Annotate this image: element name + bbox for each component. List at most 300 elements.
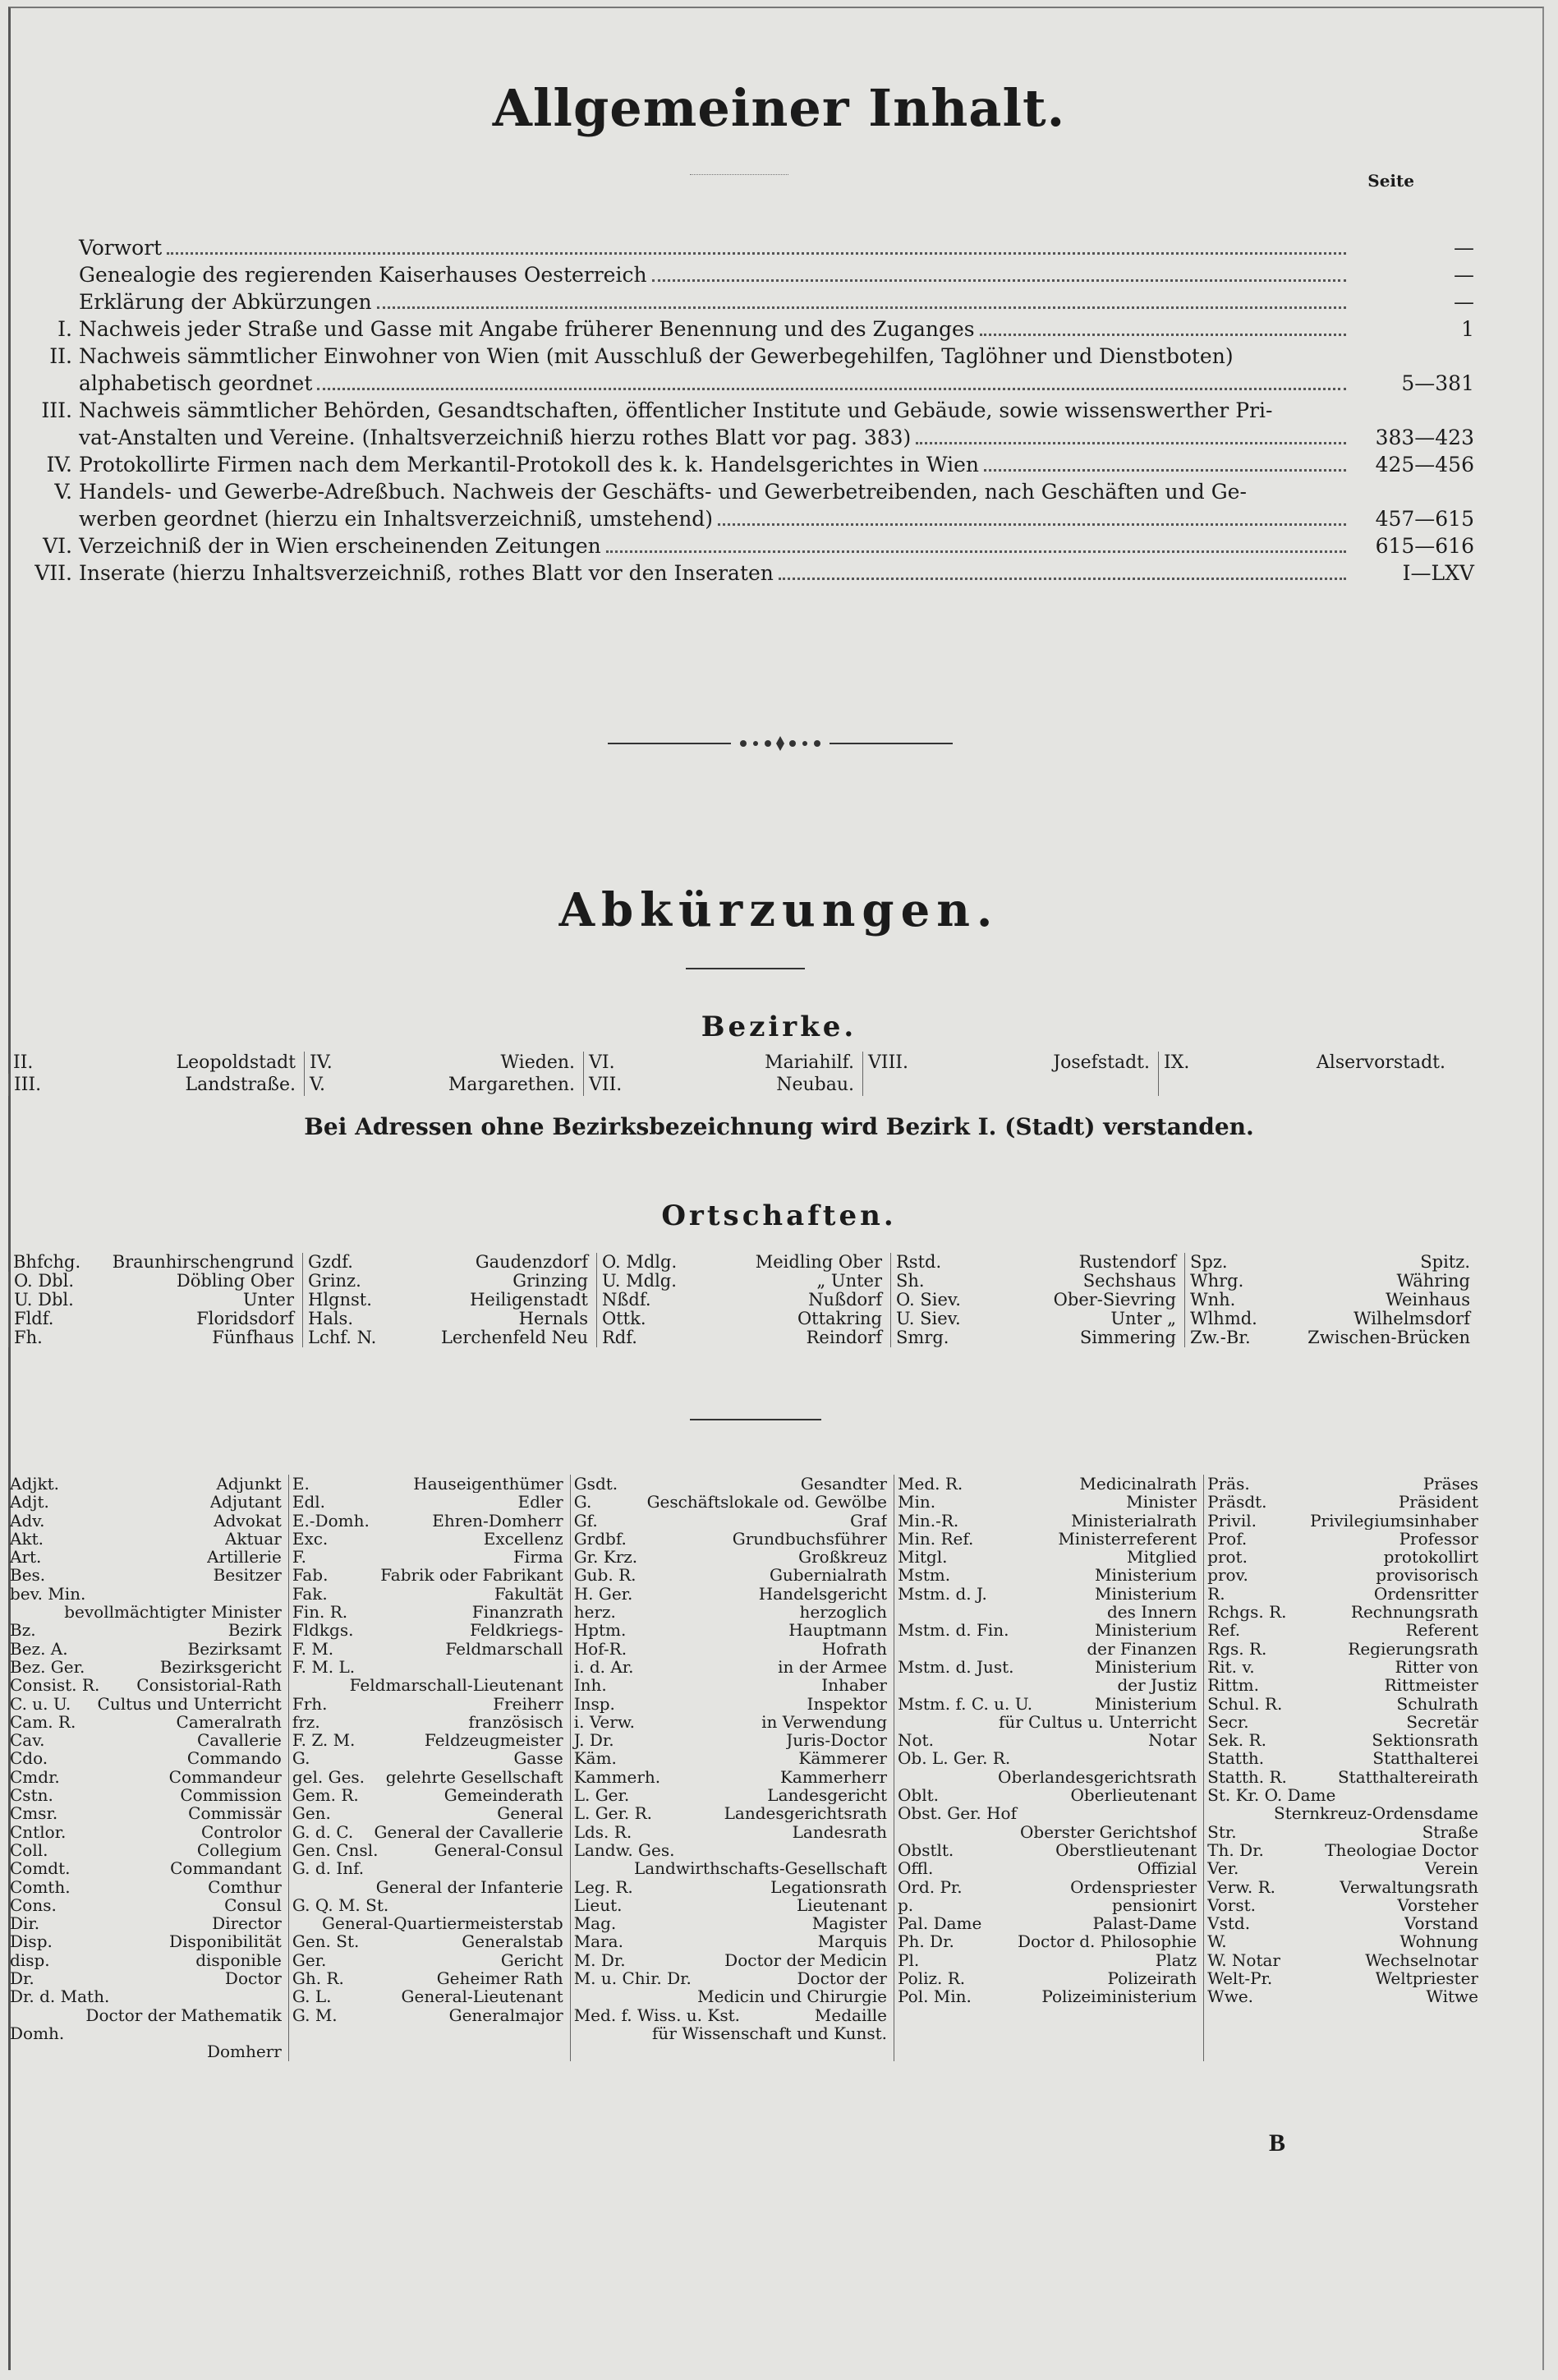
bezirk-entry <box>304 1052 583 1074</box>
abbreviation-meaning: Cavallerie <box>196 1731 282 1750</box>
abbreviation-meaning: Geheimer Rath <box>436 1969 563 1988</box>
abbreviation-meaning: Doctor <box>224 1969 282 1988</box>
abbreviation-meaning: Lieutenant <box>797 1895 887 1915</box>
abbreviation-key: Disp. <box>10 1931 53 1952</box>
abbreviation-key: Cav. <box>10 1730 45 1751</box>
ortschaft-abbr: Wlhmd. <box>1190 1309 1257 1328</box>
abbreviation-key: G. <box>292 1748 310 1769</box>
abbreviation-row <box>292 1658 570 1676</box>
ortschaft-name: Weinhaus <box>1386 1290 1470 1310</box>
toc-entry <box>16 315 1474 343</box>
bezirk-name: Margarethen. <box>448 1075 575 1095</box>
abbreviation-key: Cam. R. <box>10 1711 76 1732</box>
abbreviation-key: Bes. <box>10 1565 46 1586</box>
ortschaft-abbr: Hals. <box>308 1309 354 1328</box>
abbreviation-key: Th. Dr. <box>1207 1839 1264 1860</box>
ortschaft-abbr: U. Dbl. <box>14 1290 74 1310</box>
abbreviation-key: Rgs. R. <box>1207 1638 1267 1659</box>
abbreviation-row <box>574 1731 894 1749</box>
abbreviation-meaning: Handelsgericht <box>758 1584 887 1604</box>
abbreviation-meaning: Geschäftslokale od. Gewölbe <box>646 1493 887 1512</box>
abbreviation-meaning: pensionirt <box>1112 1895 1197 1915</box>
abbreviation-row <box>1207 1768 1485 1786</box>
abbreviation-key: Fab. <box>292 1565 329 1586</box>
abbreviation-meaning: Oberlandesgerichtsrath <box>998 1767 1197 1787</box>
abbreviation-meaning: Graf <box>850 1511 887 1530</box>
abbreviation-key: Coll. <box>10 1839 48 1860</box>
abbreviation-meaning: Grundbuchsführer <box>732 1529 887 1549</box>
abbreviation-key: M. u. Chir. Dr. <box>573 1968 692 1989</box>
ortschaft-entry <box>302 1272 596 1291</box>
ortschaft-entry <box>890 1253 1184 1272</box>
abbreviation-row <box>10 1548 288 1566</box>
abbreviation-row <box>10 1493 288 1511</box>
abbreviation-meaning: Commandant <box>170 1859 282 1878</box>
abbreviation-meaning: Doctor der <box>797 1969 887 1988</box>
abbreviation-row <box>1207 1548 1485 1566</box>
bezirk-name: Wieden. <box>500 1052 575 1073</box>
abbreviation-key: Welt-Pr. <box>1207 1968 1273 1989</box>
bezirk-number: IV. <box>310 1052 333 1073</box>
toc-page: — <box>1454 290 1474 314</box>
ortschaft-abbr: O. Dbl. <box>14 1271 75 1291</box>
abbreviation-key: disp. <box>10 1950 50 1970</box>
abbreviation-row <box>898 1603 1203 1621</box>
abbreviation-key: Prof. <box>1207 1528 1248 1549</box>
abbreviation-key: Cntlor. <box>10 1821 67 1842</box>
abbreviation-meaning: Ministerreferent <box>1058 1529 1197 1549</box>
bezirk-number: II. <box>13 1052 34 1073</box>
abbreviation-key: Ger. <box>292 1950 327 1970</box>
abbreviation-meaning: gelehrte Gesellschaft <box>385 1767 563 1787</box>
abbreviation-key: i. Verw. <box>573 1711 635 1732</box>
abbreviation-row <box>10 1878 288 1896</box>
ortschaft-name: Simmering <box>1079 1328 1176 1347</box>
abbreviation-key: Adv. <box>10 1510 45 1531</box>
toc-text <box>79 397 1351 424</box>
ortschaft-entry <box>596 1328 890 1347</box>
abbreviation-meaning: Weltpriester <box>1375 1969 1478 1988</box>
toc-page: 383—423 <box>1375 426 1474 449</box>
abbreviation-meaning: Adjutant <box>209 1493 282 1512</box>
abbreviation-key: Obstlt. <box>898 1839 954 1860</box>
abbreviation-meaning: Finanzrath <box>471 1603 563 1622</box>
ortschaft-entry <box>8 1272 302 1291</box>
ortschaft-abbr: Bhfchg. <box>13 1252 81 1272</box>
abbreviation-key: Pl. <box>898 1950 920 1970</box>
abbreviation-meaning: Ritter von <box>1395 1657 1478 1677</box>
toc-line: Nachweis jeder Straße und Gasse mit Angabe früherer Benennung und des Zuganges <box>79 317 975 341</box>
abbreviation-key: Offl. <box>898 1858 934 1879</box>
ortschaft-name: Grinzing <box>512 1271 588 1291</box>
abbreviation-row <box>574 1969 894 1987</box>
abbreviation-row <box>898 1621 1203 1639</box>
abbreviation-row <box>10 1603 288 1621</box>
bezirk-entry <box>1158 1074 1454 1096</box>
abbreviation-row <box>898 1896 1203 1914</box>
ortschaft-name: Hernals <box>518 1309 588 1328</box>
abbreviation-row <box>898 1914 1203 1932</box>
abbreviation-row <box>898 1749 1203 1767</box>
abbreviation-meaning: Kämmerer <box>798 1749 887 1768</box>
abbreviation-meaning: Straße <box>1422 1822 1478 1841</box>
abbreviation-meaning: französisch <box>468 1712 563 1732</box>
abbreviation-key: Bz. <box>10 1620 36 1641</box>
ortschaft-name: Fünfhaus <box>212 1328 294 1347</box>
toc-entry <box>16 478 1474 505</box>
abbreviation-meaning: Ordenspriester <box>1070 1877 1197 1896</box>
abbreviation-key: Mstm. d. Just. <box>898 1656 1014 1677</box>
bezirk-name: Neubau. <box>776 1075 854 1095</box>
abbreviation-row <box>10 1804 288 1822</box>
abbreviation-key: Min. Ref. <box>898 1528 974 1549</box>
signature-mark: B <box>1269 2129 1286 2157</box>
abbreviation-meaning: Hauptmann <box>788 1621 887 1640</box>
toc-line: Handels- und Gewerbe-Adreßbuch. Nachweis der Geschäfts- und Gewerbetreibenden, nach Geschäften und Ge- <box>79 480 1247 504</box>
abbreviation-meaning: Großkreuz <box>798 1548 887 1567</box>
abbreviation-row <box>10 1530 288 1548</box>
abbreviation-row <box>292 1969 570 1987</box>
abbreviation-key: Rchgs. R. <box>1207 1602 1287 1623</box>
abbreviation-row <box>574 1932 894 1950</box>
abbreviation-meaning: des Innern <box>1106 1603 1197 1622</box>
abbreviation-meaning: Feldkriegs- <box>470 1621 563 1640</box>
abbreviation-row <box>10 2042 288 2060</box>
abbreviation-key: Adjkt. <box>10 1474 59 1494</box>
abbreviation-key: Lds. R. <box>573 1821 632 1842</box>
ortschaft-entry <box>8 1310 302 1328</box>
abbreviation-key: Insp. <box>573 1693 615 1714</box>
abbreviation-row <box>1207 1823 1485 1841</box>
abbreviation-key: G. d. Inf. <box>292 1858 365 1879</box>
abbreviation-meaning: Gemeinderath <box>444 1786 563 1805</box>
bezirk-name: Alservorstadt. <box>1316 1052 1445 1073</box>
toc-entry <box>16 343 1474 370</box>
abbreviation-row <box>574 1585 894 1603</box>
abbreviation-row <box>10 1585 288 1603</box>
abbreviation-row <box>1207 1896 1485 1914</box>
ortschaft-abbr: Grinz. <box>308 1271 361 1291</box>
toc-entry <box>16 397 1474 424</box>
abbreviation-meaning: Medicin und Chirurgie <box>697 1987 887 2006</box>
abbreviation-row <box>292 1713 570 1731</box>
bezirk-entry <box>862 1074 1158 1096</box>
abbreviation-key: Mara. <box>573 1931 623 1952</box>
ortschaft-abbr: Zw.-Br. <box>1190 1328 1251 1347</box>
abbreviation-row <box>1207 1512 1485 1530</box>
abbreviation-row <box>574 1640 894 1658</box>
toc-entry <box>16 505 1474 532</box>
abbreviation-row <box>292 1475 570 1493</box>
ortschaft-name: Wilhelmsdorf <box>1353 1309 1470 1328</box>
abbreviation-row <box>898 1969 1203 1987</box>
abbreviation-meaning: bevollmächtigter Minister <box>64 1603 282 1622</box>
abbreviation-key: Med. f. Wiss. u. Kst. <box>573 2005 740 2025</box>
abbreviation-row <box>10 1695 288 1713</box>
ortschaft-entry <box>1184 1253 1478 1272</box>
abbreviation-row <box>292 1932 570 1950</box>
abbreviation-row <box>10 1566 288 1584</box>
abbreviation-meaning: Inhaber <box>821 1676 887 1695</box>
abbreviation-key: Sek. R. <box>1207 1730 1266 1751</box>
abbreviation-key: Gen. St. <box>292 1931 360 1952</box>
toc-page: 425—456 <box>1375 453 1474 476</box>
abbreviation-key: F. <box>292 1547 306 1567</box>
abbreviation-row <box>1207 1749 1485 1767</box>
ortschaft-abbr: Wnh. <box>1190 1290 1236 1310</box>
bezirk-entry <box>8 1052 304 1074</box>
ortschaft-name: Zwischen-Brücken <box>1308 1328 1470 1347</box>
abbreviation-column <box>288 1475 570 2061</box>
abbreviation-row <box>10 1786 288 1804</box>
abbreviation-meaning: Domherr <box>206 2042 282 2061</box>
abbreviation-row <box>292 1676 570 1694</box>
abbreviation-row <box>898 1548 1203 1566</box>
ortschaft-entry <box>1184 1328 1478 1347</box>
toc-page: — <box>1454 236 1474 260</box>
abbreviation-row <box>898 1566 1203 1584</box>
abbreviation-row <box>1207 1475 1485 1493</box>
abbreviation-row <box>898 1493 1203 1511</box>
abbreviation-meaning: Generalstab <box>462 1932 563 1951</box>
ortschaft-entry <box>8 1291 302 1310</box>
abbreviation-row <box>574 1658 894 1676</box>
abbreviation-meaning: General-Quartiermeisterstab <box>322 1914 563 1933</box>
abbreviation-key: H. Ger. <box>573 1583 633 1604</box>
bezirk-name: Landstraße. <box>185 1075 296 1095</box>
abbreviation-row <box>574 1749 894 1767</box>
abbreviation-column <box>570 1475 894 2061</box>
ortschaft-entry <box>302 1328 596 1347</box>
abbreviation-key: Gen. Cnsl. <box>292 1839 379 1860</box>
abbreviation-meaning: Rechnungsrath <box>1350 1603 1478 1622</box>
abbreviation-meaning: Controlor <box>200 1822 282 1841</box>
abbreviation-meaning: Statthalterei <box>1372 1749 1478 1768</box>
abbreviation-row <box>10 1969 288 1987</box>
abbreviation-meaning: Advokat <box>214 1511 282 1530</box>
abbreviation-key: G. M. <box>292 2005 338 2025</box>
abbreviation-row <box>898 1658 1203 1676</box>
abbreviation-row <box>574 1493 894 1511</box>
abbreviation-row <box>1207 1987 1485 2005</box>
abbreviation-row <box>574 1530 894 1548</box>
abbreviation-meaning: Disponibilität <box>169 1932 282 1951</box>
abbreviation-key: herz. <box>573 1602 616 1623</box>
ortschaft-entry <box>890 1310 1184 1328</box>
abbreviation-key: Mag. <box>573 1913 617 1934</box>
abbreviation-key: Hof-R. <box>573 1638 627 1659</box>
abbreviation-meaning: der Finanzen <box>1087 1639 1197 1658</box>
abbreviation-row <box>898 1786 1203 1804</box>
bezirk-note: Bei Adressen ohne Bezirksbezeichnung wird Bezirk I. (Stadt) verstanden. <box>304 1113 1254 1140</box>
abbreviation-row <box>1207 1914 1485 1932</box>
abbreviation-key: W. Notar <box>1207 1950 1280 1970</box>
abbreviation-row <box>1207 1695 1485 1713</box>
abbreviation-key: Mitgl. <box>898 1547 948 1567</box>
toc-line: Inserate (hierzu Inhaltsverzeichniß, rothes Blatt vor den Inseraten <box>79 561 774 585</box>
abbreviation-row <box>292 1731 570 1749</box>
toc-text <box>79 261 1351 288</box>
abbreviation-list <box>7 1475 1485 2061</box>
toc-line: Vorwort <box>79 236 163 260</box>
abbreviation-key: Hptm. <box>573 1620 627 1641</box>
abbreviation-key: Gub. R. <box>573 1565 637 1586</box>
bezirk-number: III. <box>14 1075 42 1095</box>
abbreviation-meaning: Wechselnotar <box>1365 1950 1478 1970</box>
abbreviation-key: Fak. <box>292 1583 328 1604</box>
abbreviation-meaning: Hauseigenthümer <box>413 1475 563 1494</box>
toc-text <box>79 451 1351 478</box>
abbreviation-row <box>292 1987 570 2005</box>
abbreviation-key: Domh. <box>10 2023 65 2043</box>
abbreviation-meaning: Juris-Doctor <box>786 1731 887 1750</box>
abbreviation-row <box>898 1804 1203 1822</box>
abbreviation-key: Käm. <box>573 1748 617 1769</box>
abbreviation-key: Oblt. <box>898 1785 939 1806</box>
ortschaft-name: Reindorf <box>806 1328 882 1347</box>
abbreviation-row <box>574 1804 894 1822</box>
toc-entry <box>16 234 1474 261</box>
toc-leader-dots <box>652 279 1346 282</box>
ortschaft-entry <box>596 1253 890 1272</box>
toc-page: — <box>1454 263 1474 287</box>
abbreviation-row <box>1207 1493 1485 1511</box>
toc-line: Nachweis sämmtlicher Behörden, Gesandtschaften, öffentlicher Institute und Gebäude, sowie wissenswerther Pri- <box>79 398 1273 422</box>
toc-line: werben geordnet (hierzu ein Inhaltsverzeichniß, umstehend) <box>79 507 714 531</box>
abbreviation-row <box>574 2006 894 2024</box>
abbreviation-row <box>292 1786 570 1804</box>
abbreviation-meaning: herzoglich <box>799 1603 887 1622</box>
abbreviation-key: Min. <box>898 1492 936 1512</box>
ortschaften-divider <box>690 1419 821 1420</box>
abbreviation-meaning: Sternkreuz-Ordensdame <box>1274 1804 1478 1823</box>
abbreviation-row <box>898 1512 1203 1530</box>
toc-page: 5—381 <box>1401 371 1474 395</box>
abbreviation-meaning: Adjunkt <box>216 1475 282 1494</box>
abbreviation-meaning: Medicinalrath <box>1079 1475 1197 1494</box>
abbreviation-row <box>292 1804 570 1822</box>
abbreviation-row <box>1207 1530 1485 1548</box>
toc-entry <box>16 424 1474 451</box>
abbreviation-key: M. Dr. <box>573 1950 626 1970</box>
abbreviation-key: Frh. <box>292 1693 328 1714</box>
abbreviation-key: Inh. <box>573 1675 607 1696</box>
abbreviation-row <box>1207 1951 1485 1969</box>
abbreviation-row <box>1207 1585 1485 1603</box>
bezirk-entry <box>583 1052 862 1074</box>
abbreviation-row <box>292 1695 570 1713</box>
abbreviation-meaning: in Verwendung <box>761 1712 887 1732</box>
abbreviation-key: R. <box>1207 1583 1225 1604</box>
abbreviation-row <box>292 1493 570 1511</box>
abbreviation-meaning: Ministerium <box>1095 1657 1197 1677</box>
toc-text <box>79 315 1351 343</box>
abbreviation-meaning: Landesgerichtsrath <box>724 1804 887 1823</box>
ortschaften-table <box>8 1253 1478 1347</box>
abbreviation-meaning: Feldmarschall-Lieutenant <box>349 1676 563 1695</box>
abbreviation-meaning: disponible <box>195 1950 282 1970</box>
abbreviation-meaning: Comthur <box>208 1877 282 1896</box>
bezirk-entry <box>304 1074 583 1096</box>
abbreviation-row <box>898 1585 1203 1603</box>
abbreviation-row <box>898 1951 1203 1969</box>
toc-page: 457—615 <box>1375 507 1474 531</box>
abbreviation-row <box>1207 1603 1485 1621</box>
abbreviation-key: F. M. <box>292 1638 334 1659</box>
ortschaft-entry <box>302 1291 596 1310</box>
abbreviation-row <box>574 1878 894 1896</box>
ortschaft-entry <box>8 1253 302 1272</box>
abbreviation-meaning: Secretär <box>1406 1712 1478 1732</box>
bezirk-entry <box>8 1074 304 1096</box>
abbreviation-row <box>1207 1969 1485 1987</box>
abbreviation-meaning: Firma <box>512 1548 563 1567</box>
ortschaft-abbr: Rstd. <box>896 1252 942 1272</box>
ortschaft-abbr: U. Siev. <box>896 1309 961 1328</box>
page-title: Allgemeiner Inhalt. <box>492 78 1066 138</box>
toc-line: alphabetisch geordnet <box>79 371 313 395</box>
ortschaft-abbr: Rdf. <box>602 1328 637 1347</box>
abbreviation-key: Privil. <box>1207 1510 1257 1531</box>
abbreviation-meaning: Bezirk <box>227 1621 282 1640</box>
abbreviation-row <box>292 1566 570 1584</box>
abbreviation-row <box>292 1859 570 1877</box>
ortschaft-abbr: Gzdf. <box>308 1252 353 1272</box>
abbreviation-meaning: General-Lieutenant <box>401 1987 563 2006</box>
abbreviation-meaning: Commando <box>186 1749 282 1768</box>
ortschaft-abbr: Whrg. <box>1190 1271 1244 1291</box>
ortschaft-entry <box>302 1253 596 1272</box>
toc-entry <box>16 261 1474 288</box>
abbreviation-key: Cmsr. <box>10 1803 58 1824</box>
abbreviation-row <box>898 1731 1203 1749</box>
abbreviation-row <box>898 1768 1203 1786</box>
abbreviation-meaning: Präses <box>1422 1475 1478 1494</box>
ortschaft-abbr: Fldf. <box>14 1309 54 1328</box>
abbreviation-key: Gsdt. <box>573 1474 618 1494</box>
abbreviation-row <box>898 1695 1203 1713</box>
ortschaft-name: Ottakring <box>797 1309 882 1328</box>
abbreviation-key: Not. <box>898 1730 934 1751</box>
ortschaft-abbr: U. Mdlg. <box>602 1271 677 1291</box>
abbreviation-row <box>574 1548 894 1566</box>
abbreviation-key: G. <box>573 1492 592 1512</box>
ortschaft-abbr: O. Mdlg. <box>602 1252 678 1272</box>
abbreviation-key: Med. R. <box>898 1474 963 1494</box>
abbreviation-meaning: Ehren-Domherr <box>432 1511 563 1530</box>
toc-leader-dots <box>317 388 1346 390</box>
abbreviation-row <box>574 1786 894 1804</box>
ortschaft-name: Nußdorf <box>808 1290 882 1310</box>
abbreviation-key: C. u. U. <box>10 1693 71 1714</box>
ortschaft-name: Floridsdorf <box>196 1309 294 1328</box>
abbreviation-key: Obst. Ger. Hof <box>898 1803 1017 1824</box>
abbreviation-key: Vstd. <box>1207 1913 1251 1934</box>
toc-page: I—LXV <box>1402 561 1474 585</box>
abbreviation-key: W. <box>1207 1931 1227 1952</box>
ortschaft-entry <box>1184 1310 1478 1328</box>
abbreviation-key: St. Kr. O. Dame <box>1207 1785 1336 1806</box>
abbreviation-row <box>1207 1621 1485 1639</box>
abbreviation-meaning: Offizial <box>1137 1859 1197 1878</box>
abbreviation-key: Präs. <box>1207 1474 1250 1494</box>
abbreviation-key: Dr. <box>10 1968 34 1989</box>
abbreviation-row <box>898 1878 1203 1896</box>
abbreviation-meaning: Theologiae Doctor <box>1325 1840 1478 1860</box>
toc-entry <box>16 559 1474 587</box>
toc-text <box>79 234 1351 261</box>
abbreviation-meaning: Oberstlieutenant <box>1055 1840 1197 1860</box>
